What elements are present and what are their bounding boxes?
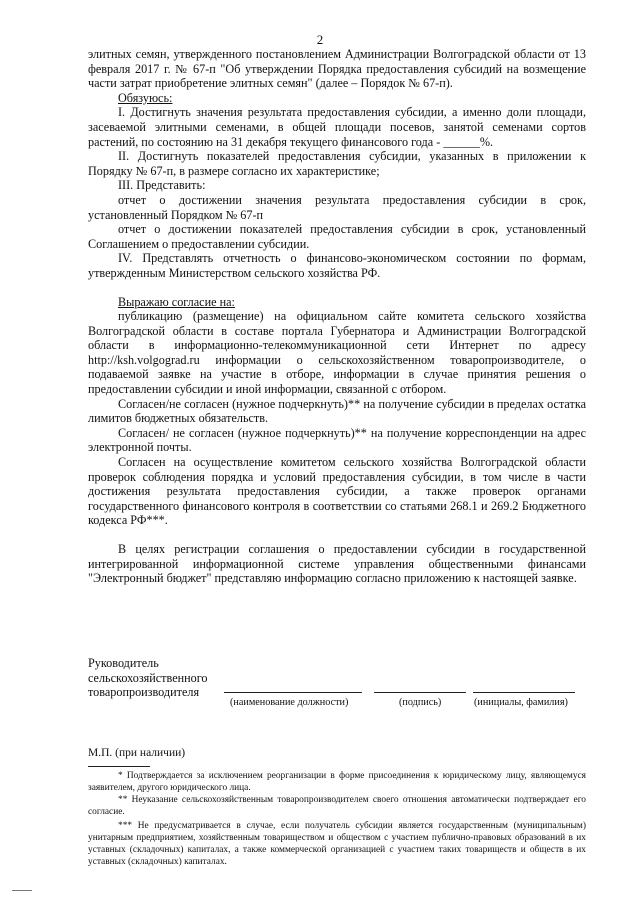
obligation-2: II. Достигнуть показателей предоставления субсидии, указанных в приложении к Порядку № 67-п, в размере согласно их характеристике;	[88, 149, 586, 178]
position-line	[224, 692, 362, 693]
consent-inspections: Согласен на осуществление комитетом сельского хозяйства Волгоградской области проверок соблюдения порядка и условий предоставления субсидии, в том числе в части достижения результата предоставления субсидии, а также проверок органами государственного финансового контроля в соответствии со статьями 268.1 и 269.2 Бюджетного кодекса РФ***.	[88, 455, 586, 528]
signature-line	[374, 692, 466, 693]
obligation-1: I. Достигнуть значения результата предоставления субсидии, а именно доли площади, засеваемой элитными семенами, в общей площади посевов, занятой семенами сортов растений, по состоянию на 31 декабря текущего финансового года - ______%.	[88, 105, 586, 149]
application-body	[88, 47, 586, 586]
name-caption: (инициалы, фамилия)	[474, 697, 568, 708]
consent-email: Согласен/ не согласен (нужное подчеркнуть)** на получение корреспонденции на адрес электронной почты.	[88, 425, 586, 455]
obligation-3: III. Представить:	[118, 178, 206, 193]
spacer	[88, 281, 586, 295]
consent-heading	[88, 295, 586, 310]
footnote-2: ** Неуказание сельскохозяйственным товаропроизводителем своего отношения автоматически подтверждает его согласие.	[88, 795, 586, 817]
signer-role-line-1: Руководитель	[88, 656, 159, 670]
registration-paragraph: В целях регистрации соглашения о предоставлении субсидии в государственной интегрированной информационной системе управления общественными финансами "Электронный бюджет" представляю информацию согласно приложению к настоящей заявке.	[88, 542, 586, 586]
obligation-3a: отчет о достижении значения результата предоставления субсидии в срок, установленный Порядком № 67-п	[88, 192, 586, 222]
signature-caption: (подпись)	[399, 697, 442, 708]
signer-role-line-3: товаропроизводителя	[88, 685, 200, 700]
obligations-heading	[88, 91, 586, 106]
scan-edge-mark	[12, 890, 32, 891]
footnote-separator	[88, 766, 150, 767]
stamp-note: М.П. (при наличии)	[88, 747, 186, 759]
page-number: 2	[316, 32, 324, 47]
position-caption: (наименование должности)	[230, 697, 349, 708]
paragraph-order-reference: элитных семян, утвержденного постановлением Администрации Волгоградской области от 13 февраля 2017 г. № 67-п "Об утверждении Порядка предоставления субсидий на возмещение части затрат приобретение элитных семян" (далее – Порядок № 67-п).	[88, 47, 586, 91]
footnote-1: * Подтверждается за исключением реорганизации в форме присоединения к юридическому лицу, являющемуся заявителем, другого юридического лица.	[88, 771, 586, 793]
consent-publication: публикацию (размещение) на официальном сайте комитета сельского хозяйства Волгоградской области в составе портала Губернатора и Администрации Волгоградской области в информационно-телекоммуникационной сети Интернет по адресу http://ksh.volgograd.ru информации о сельскохозяйственном товаропроизводителе, о подаваемой заявке на участие в отборе, информации в случае принятия решения о предоставлении субсидии и иной информации, связанной с отбором.	[88, 309, 586, 397]
obligation-3b: отчет о достижении показателей предоставления субсидии в срок, установленный Соглашением о предоставлении субсидии.	[88, 222, 586, 251]
signature-lines	[88, 686, 588, 716]
name-line	[473, 692, 575, 693]
signature-block	[88, 656, 588, 708]
spacer	[88, 528, 586, 542]
consent-heading-text: Выражаю согласие на:	[118, 294, 235, 309]
footnotes	[88, 770, 586, 868]
footnote-3: *** Не предусматривается в случае, если получатель субсидии является государственным (муниципальным) унитарным предприятием, хозяйственным товариществом и обществом с участием публично-правовых образований в их уставных (складочных) капиталах, а также коммерческой организацией с участием таких товариществ и обществ в их уставных (складочных) капиталах.	[88, 821, 586, 867]
obligation-4: IV. Представлять отчетность о финансово-экономическом состоянии по формам, утвержденным Министерством сельского хозяйства РФ.	[88, 251, 586, 280]
obligations-heading-text: Обязуюсь:	[118, 90, 173, 105]
signer-role-line-2: сельскохозяйственного	[88, 670, 208, 685]
consent-limits: Согласен/не согласен (нужное подчеркнуть)** на получение субсидии в пределах остатка лимитов бюджетных обязательств.	[88, 396, 586, 426]
